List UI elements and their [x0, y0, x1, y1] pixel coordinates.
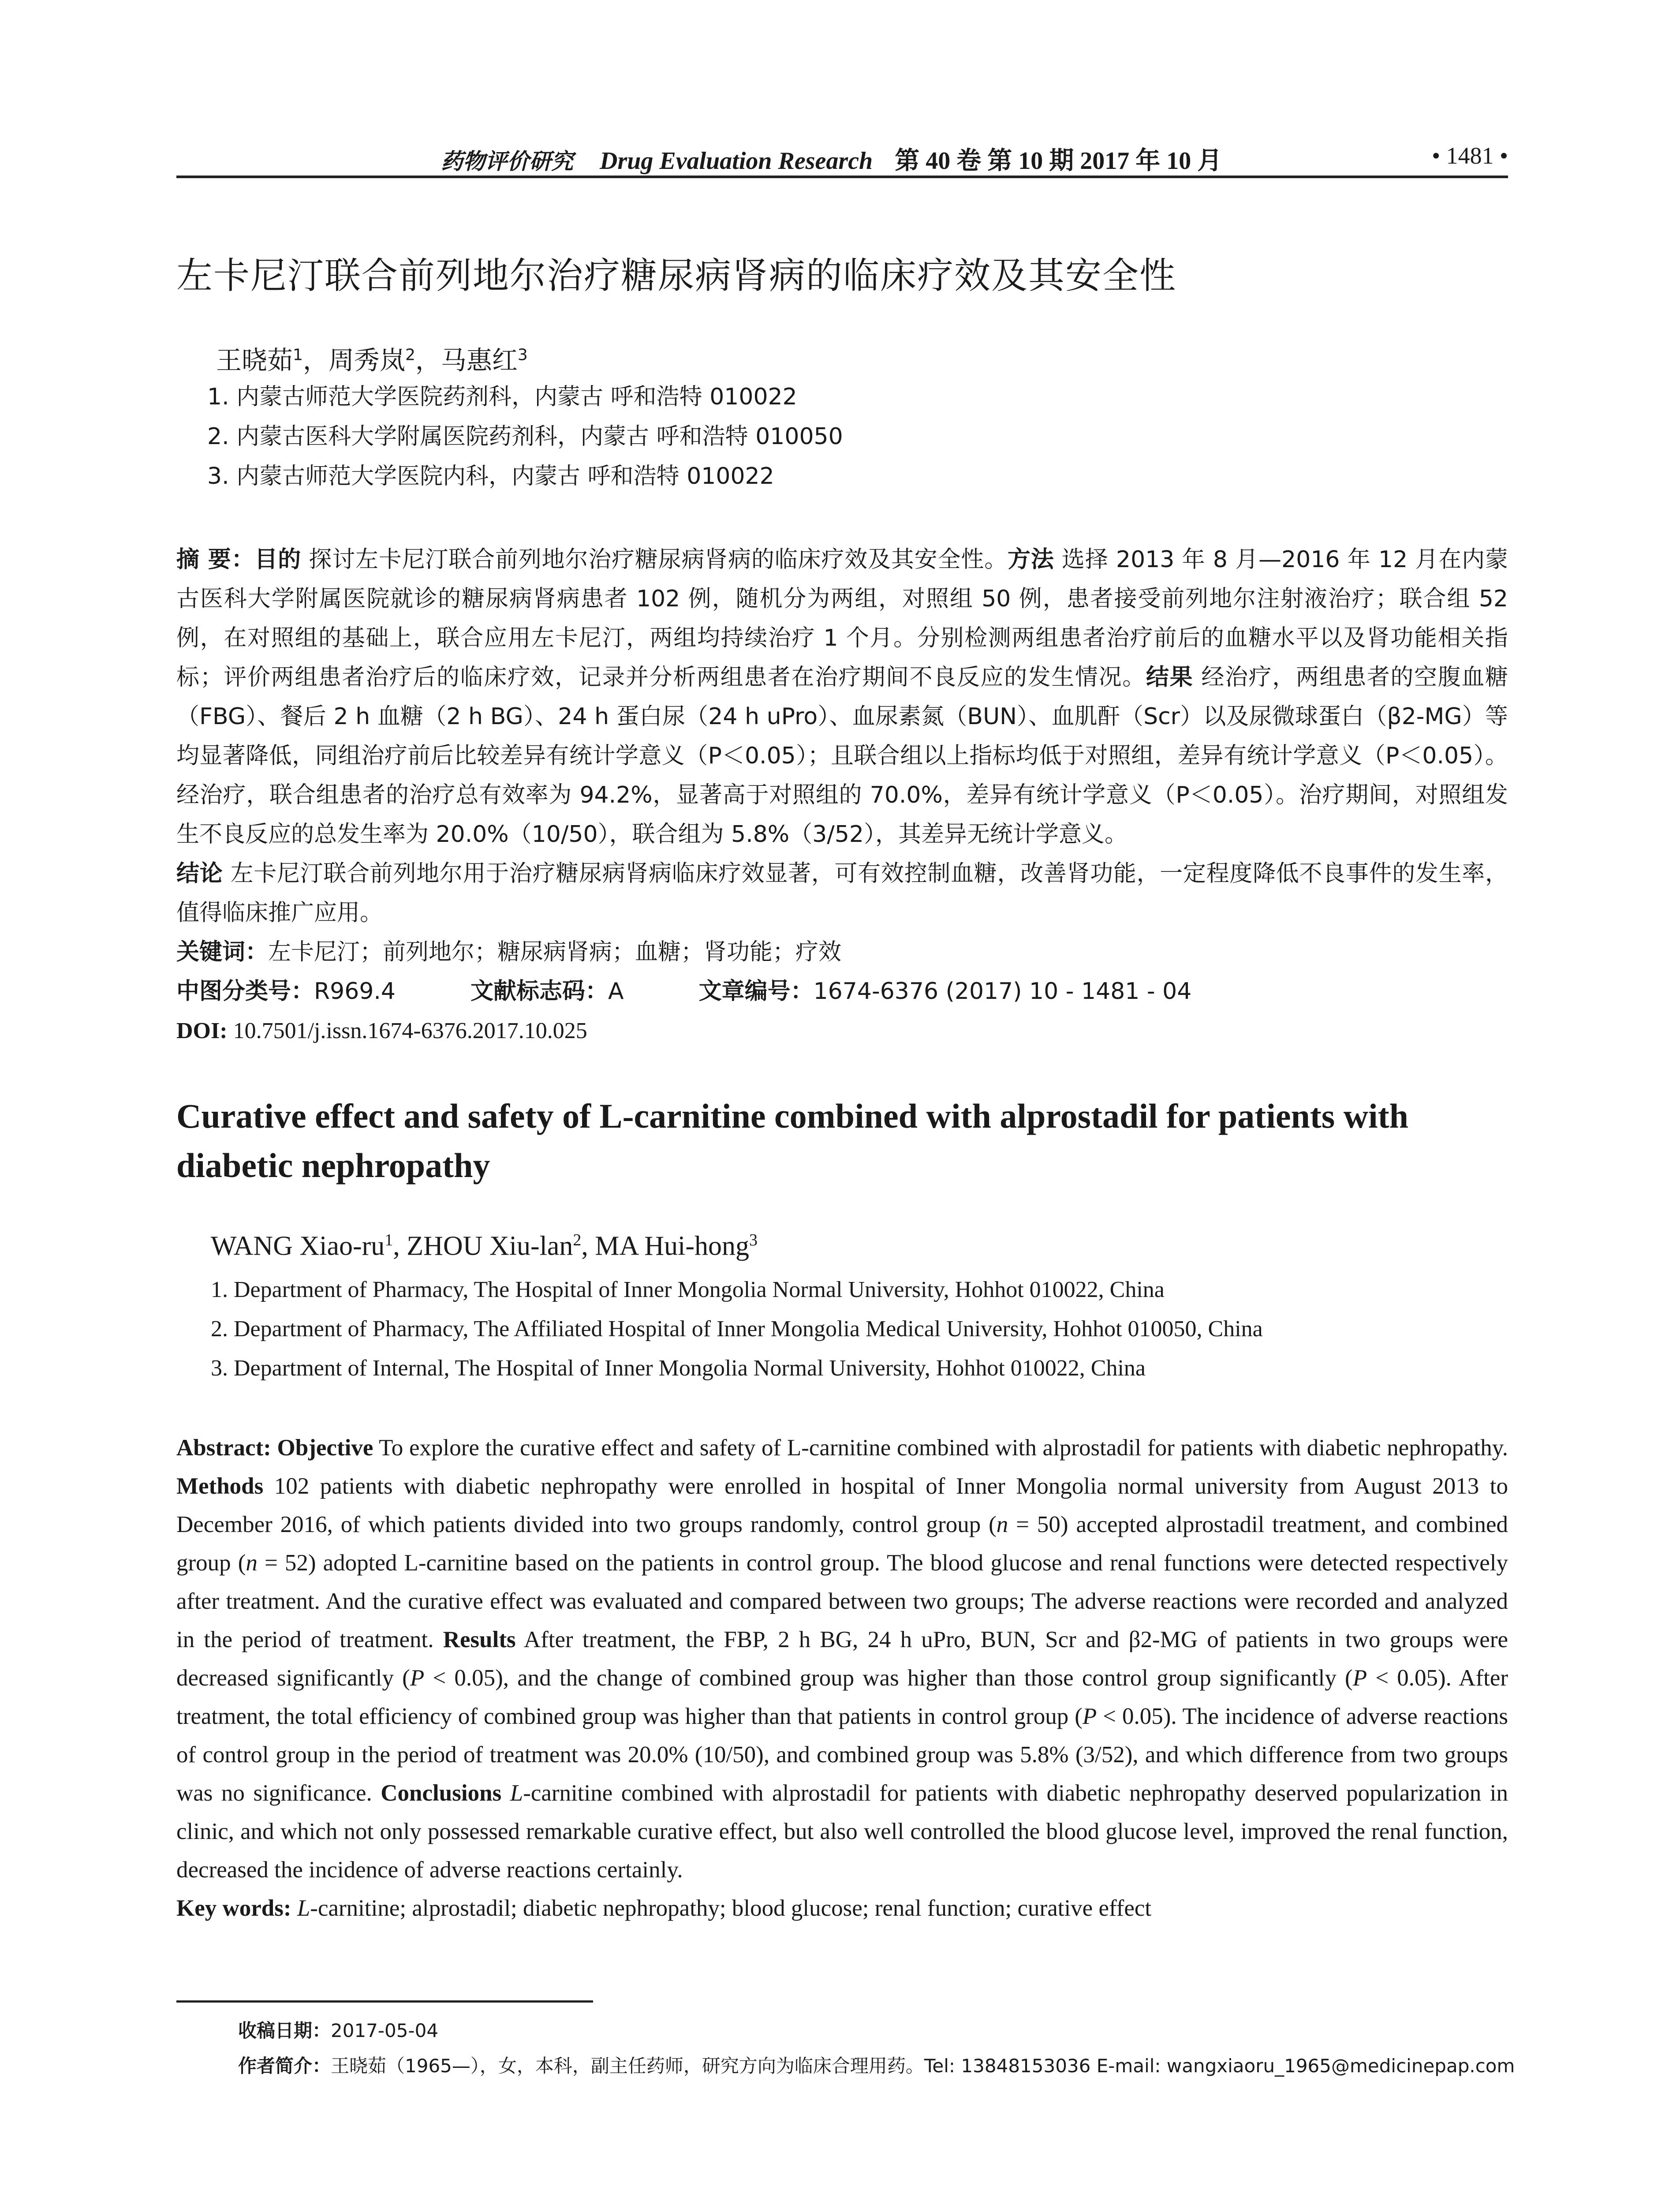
en-authors: WANG Xiao-$ru^1$, ZHOU Xiu-lan$^2$, MA Hui-hong$^3$: [211, 1231, 758, 1261]
author-bio-label: 作者简介：: [238, 2055, 331, 2077]
en-results-text: < 0.05). After treatment, the total efficiency of combined group was higher than that patients in control group (: [176, 1665, 1508, 1729]
article-no-value: 1674-6376 (2017) 10 - 1481 - 04: [813, 978, 1192, 1005]
en-italic-n: n: [996, 1512, 1008, 1537]
cn-author: 周秀岚: [328, 345, 405, 375]
cn-affiliation: 3. 内蒙古师范大学医院内科，内蒙古 呼和浩特 010022: [207, 463, 774, 490]
cn-conclusion: 左卡尼汀联合前列地尔用于治疗糖尿病肾病临床疗效显著，可有效控制血糖，改善肾功能，一定程度降低不良事件的发生率，值得临床推广应用。: [176, 860, 1508, 926]
en-methods-label: Methods: [176, 1473, 264, 1499]
author-bio: 王晓茹（1965—），女，本科，副主任药师，研究方向为临床合理用药。Tel: 13848153036 E-mail: wangxiaoru_1965@medicinepap.com: [331, 2055, 1515, 2077]
cn-results-label: 结果: [1146, 664, 1194, 691]
cn-author: 马惠红: [441, 345, 518, 375]
article-no-label: 文章编号：: [698, 978, 814, 1005]
en-abstract-body: [176, 1429, 1508, 1889]
en-italic-p: P: [1352, 1665, 1367, 1691]
cn-conclusion-label: 结论: [176, 860, 223, 887]
cn-affiliations: [207, 377, 1486, 496]
en-author: WANG Xiao-ru: [211, 1231, 385, 1261]
en-affiliation: 3. Department of Internal, The Hospital of Inner Mongolia Normal University, Hohhot 010022, China: [211, 1356, 1146, 1381]
cn-author-sup: 2: [405, 346, 415, 364]
en-keywords-label: Key words:: [176, 1895, 291, 1921]
cn-objective: 探讨左卡尼汀联合前列地尔治疗糖尿病肾病的临床疗效及其安全性。: [309, 546, 1008, 573]
en-italic-p: P: [1082, 1704, 1097, 1729]
en-conclusions-text: -carnitine combined with alprostadil for patients with diabetic nephropathy deserved popularization in clinic, and which not only possessed remarkable curative effect, but also well controlled the blood glucose level, improved the renal function, decreased the incidence of adverse reactions certainly.: [176, 1780, 1508, 1883]
running-header: [176, 140, 1508, 178]
en-italic-l: L: [510, 1780, 523, 1806]
doi-line: [176, 1011, 1508, 1050]
doc-code-value: A: [608, 978, 624, 1005]
journal-logo: 药物评价研究: [441, 148, 573, 174]
en-keywords: -carnitine; alprostadil; diabetic nephropathy; blood glucose; renal function; curative effect: [310, 1895, 1152, 1921]
en-conclusions-label: Conclusions: [381, 1780, 502, 1806]
journal-name: Drug Evaluation Research: [600, 147, 873, 175]
cn-title: 左卡尼汀联合前列地尔治疗糖尿病肾病的临床疗效及其安全性: [176, 255, 1177, 297]
issue-info: 第 40 卷 第 10 期 2017 年 10 月: [895, 147, 1222, 175]
cn-author: 王晓茹: [216, 345, 293, 375]
en-author: ZHOU Xiu-lan: [407, 1231, 573, 1261]
en-results-text: < 0.05), and the change of combined group was higher than those control group significantly (: [424, 1665, 1353, 1691]
en-title: Curative effect and safety of L-carnitine combined with alprostadil for patients with diabetic nephropathy: [176, 1097, 1409, 1185]
cn-author-sup: 3: [517, 346, 528, 364]
cn-affiliation: 2. 内蒙古医科大学附属医院药剂科，内蒙古 呼和浩特 010050: [207, 423, 843, 450]
received-date: 2017-05-04: [331, 2020, 439, 2041]
footnote-rule: [176, 2000, 593, 2003]
cn-objective-label: 目的: [254, 546, 302, 573]
en-abstract-label: Abstract: Objective: [176, 1435, 373, 1461]
en-methods-text: = 52) adopted L-carnitine based on the patients in control group. The blood glucose and renal functions were detected respectively after treatment. And the curative effect was evaluated and compared between two groups; The adverse reactions were recorded and analyzed in the period of treatment.: [176, 1550, 1508, 1652]
cn-abstract-body: [176, 540, 1508, 933]
cn-classification-line: [176, 972, 1508, 1011]
cn-authors: 王晓茹$^1$，周秀岚$^2$，马惠红$^3$: [216, 345, 528, 375]
en-author-sup: 2: [573, 1231, 582, 1249]
en-italic-n: n: [246, 1550, 258, 1576]
cn-keywords-label: 关键词：: [176, 939, 269, 965]
cn-results: 经治疗，两组患者的空腹血糖（FBG）、餐后 2 h 血糖（2 h BG）、24 h 蛋白尿（24 h uPro）、血尿素氮（BUN）、血肌酐（Scr）以及尿微球蛋白（β2-MG）等均显著降低，同组治疗前后比较差异有统计学意义（P＜0.05）；且联合组以上指标均低于对照组，差异有统计学意义（P＜0.05）。经治疗，联合组患者的治疗总有效率为 94.2%，显著高于对照组的 70.0%，差异有统计学意义（P＜0.05）。治疗期间，对照组发生不良反应的总发生率为 20.0%（10/50），联合组为 5.8%（3/52），其差异无统计学意义。: [176, 664, 1508, 848]
footnote-received: [238, 2016, 1517, 2043]
cn-keywords-line: [176, 933, 1508, 972]
clc-value: R969.4: [314, 978, 396, 1005]
cn-affiliation: 1. 内蒙古师范大学医院药剂科，内蒙古 呼和浩特 010022: [207, 384, 797, 410]
page-number: • 1481 •: [1432, 142, 1508, 169]
doi-value[interactable]: 10.7501/j.issn.1674-6376.2017.10.025: [233, 1018, 587, 1043]
en-italic-p: P: [410, 1665, 425, 1691]
en-italic-l: L: [297, 1895, 310, 1921]
cn-keywords: 左卡尼汀；前列地尔；糖尿病肾病；血糖；肾功能；疗效: [268, 939, 842, 965]
doi-label: DOI:: [176, 1018, 228, 1043]
en-author-sup: 1: [385, 1231, 393, 1249]
en-methods-text: 102 patients with diabetic nephropathy were enrolled in hospital of Inner Mongolia normal university from August 2013 to December 2016, of which patients divided into two groups randomly, control group (: [176, 1473, 1508, 1537]
en-affiliation: 2. Department of Pharmacy, The Affiliated Hospital of Inner Mongolia Medical University, Hohhot 010050, China: [211, 1316, 1263, 1342]
cn-abstract-label: 摘 要：: [176, 546, 255, 573]
en-keywords-line: [176, 1889, 1508, 1928]
en-affiliations: [211, 1270, 1512, 1388]
cn-author-sup: 1: [293, 346, 303, 364]
en-objective: To explore the curative effect and safety of L-carnitine combined with alprostadil for patients with diabetic nephropathy.: [379, 1435, 1508, 1461]
en-author-sup: 3: [749, 1231, 758, 1249]
footnote-author: [238, 2052, 1517, 2078]
en-author: MA Hui-hong: [595, 1231, 750, 1261]
en-methods-text: = 50) accepted alprostadil treatment, and combined group (: [176, 1512, 1508, 1576]
doc-code-label: 文献标志码：: [470, 978, 609, 1005]
cn-methods-label: 方法: [1008, 546, 1054, 573]
en-results-text: < 0.05). The incidence of adverse reactions of control group in the period of treatment was 20.0% (10/50), and combined group was 5.8% (3/52), and which difference from two groups was no significance.: [176, 1704, 1508, 1806]
received-label: 收稿日期：: [238, 2020, 331, 2041]
en-abstract: [176, 1429, 1508, 1928]
en-results-text: After treatment, the FBP, 2 h BG, 24 h uPro, BUN, Scr and β2-MG of patients in two groups were decreased significantly (: [176, 1627, 1508, 1691]
clc-label: 中图分类号：: [176, 978, 314, 1005]
cn-abstract: [176, 540, 1508, 1050]
en-affiliation: 1. Department of Pharmacy, The Hospital of Inner Mongolia Normal University, Hohhot 010022, China: [211, 1277, 1165, 1302]
cn-methods: 选择 2013 年 8 月—2016 年 12 月在内蒙古医科大学附属医院就诊的糖尿病肾病患者 102 例，随机分为两组，对照组 50 例，患者接受前列地尔注射液治疗；联合组 52 例，在对照组的基础上，联合应用左卡尼汀，两组均持续治疗 1 个月。分别检测两组患者治疗前后的血糖水平以及肾功能相关指标；评价两组患者治疗后的临床疗效，记录并分析两组患者在治疗期间不良反应的发生情况。: [176, 546, 1508, 691]
en-results-label: Results: [443, 1627, 516, 1652]
header-center: [441, 141, 1455, 176]
